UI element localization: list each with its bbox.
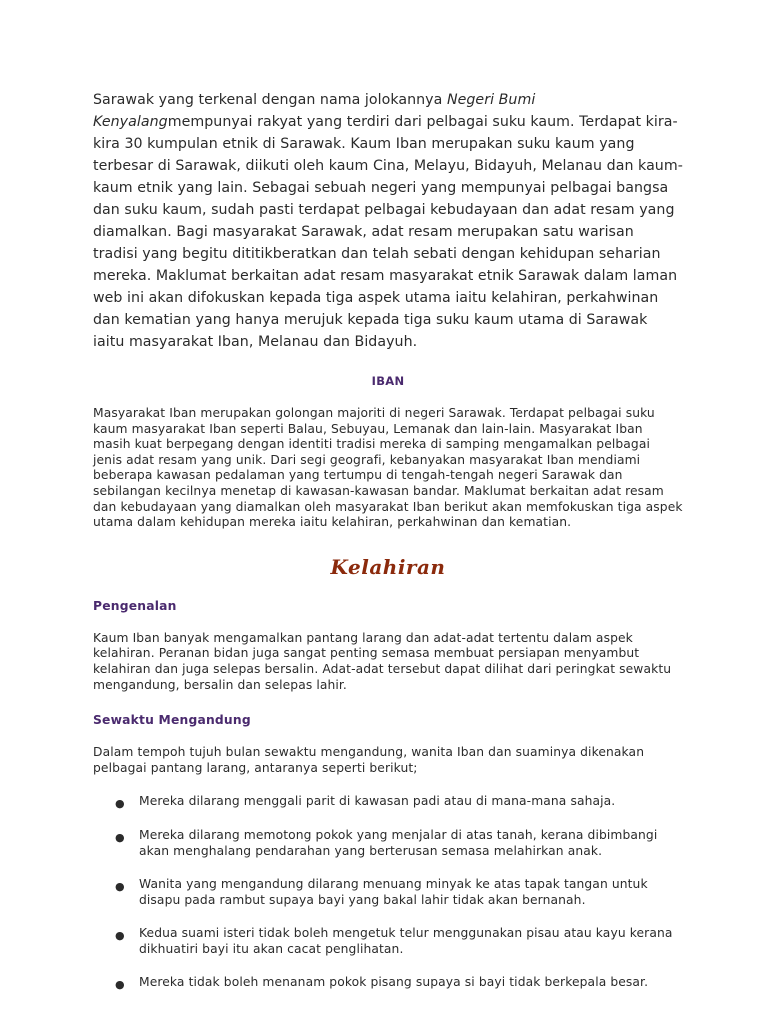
list-item xyxy=(93,975,683,991)
list-item-text: Wanita yang mengandung dilarang menuang minyak ke atas tapak tangan untuk disapu pada rambut supaya bayi yang bakal lahir tidak akan bernanah. xyxy=(139,877,648,907)
intro-paragraph xyxy=(93,89,683,353)
list-item xyxy=(93,828,683,859)
list-item-text: Mereka dilarang menggali parit di kawasan padi atau di mana-mana sahaja. xyxy=(139,794,616,809)
list-item-text: Mereka tidak boleh menanam pokok pisang supaya si bayi tidak berkepala besar. xyxy=(139,975,649,990)
intro-text-part2: mempunyai rakyat yang terdiri dari pelbagai suku kaum. Terdapat kira-kira 30 kumpulan etnik di Sarawak. Kaum Iban merupakan suku kaum yang terbesar di Sarawak, diikuti oleh kaum Cina, Melayu, Bidayuh, Melanau dan kaum-kaum etnik yang lain. Sebagai sebuah negeri yang mempunyai pelbagai bangsa dan suku kaum, sudah pasti terdapat pelbagai kebudayaan dan adat resam yang diamalkan. Bagi masyarakat Sarawak, adat resam merupakan satu warisan tradisi yang begitu dititikberatkan dan telah sebati dengan kehidupan seharian mereka. Maklumat berkaitan adat resam masyarakat etnik Sarawak dalam laman web ini akan difokuskan kepada tiga aspek utama iaitu kelahiran, perkahwinan dan kematian yang hanya merujuk kepada tiga suku kaum utama di Sarawak iaitu masyarakat Iban, Melanau dan Bidayuh. xyxy=(93,114,683,350)
iban-paragraph: Masyarakat Iban merupakan golongan majoriti di negeri Sarawak. Terdapat pelbagai suku kaum masyarakat Iban seperti Balau, Sebuyau, Lemanak dan lain-lain. Masyarakat Iban masih kuat berpegang dengan identiti tradisi mereka di samping mengamalkan pelbagai jenis adat resam yang unik. Dari segi geografi, kebanyakan masyarakat Iban mendiami beberapa kawasan pedalaman yang tertumpu di tengah-tengah negeri Sarawak dan sebilangan kecilnya menetap di kawasan-kawasan bandar. Maklumat berkaitan adat resam dan kebudayaan yang diamalkan oleh masyarakat Iban berikut akan memfokuskan tiga aspek utama dalam kehidupan mereka iaitu kelahiran, perkahwinan dan kematian. xyxy=(93,406,683,530)
list-item xyxy=(93,794,683,810)
list-item-text: Kedua suami isteri tidak boleh mengetuk telur menggunakan pisau atau kayu kerana dikhuatiri bayi itu akan cacat penglihatan. xyxy=(139,926,673,956)
list-item xyxy=(93,926,683,957)
pengenalan-paragraph: Kaum Iban banyak mengamalkan pantang larang dan adat-adat tertentu dalam aspek kelahiran. Peranan bidan juga sangat penting semasa membuat persiapan menyambut kelahiran dan juga selepas bersalin. Adat-adat tersebut dapat dilihat dari peringkat sewaktu mengandung, bersalin dan selepas lahir. xyxy=(93,630,672,692)
sewaktu-mengandung-paragraph: Dalam tempoh tujuh bulan sewaktu mengandung, wanita Iban dan suaminya dikenakan pelbagai pantang larang, antaranya seperti berikut; xyxy=(93,745,645,775)
intro-text-part1: Sarawak yang terkenal dengan nama jolokannya xyxy=(93,92,447,108)
list-item xyxy=(93,877,683,908)
intro-italic-name: Negeri Bumi Kenyalang xyxy=(93,92,536,130)
list-item-text: Mereka dilarang memotong pokok yang menjalar di atas tanah, kerana dibimbangi akan menghalang pendarahan yang berterusan semasa melahirkan anak. xyxy=(139,827,658,858)
kelahiran-title: Kelahiran xyxy=(330,554,446,579)
iban-heading: IBAN xyxy=(371,374,405,388)
bullet-icon: ● xyxy=(115,797,125,811)
bullet-icon: ● xyxy=(115,978,125,992)
sewaktu-mengandung-heading: Sewaktu Mengandung xyxy=(93,713,251,728)
pengenalan-heading: Pengenalan xyxy=(93,598,177,613)
pantang-larang-list xyxy=(93,794,683,991)
document-page xyxy=(93,89,683,1009)
bullet-icon: ● xyxy=(115,880,125,894)
bullet-icon: ● xyxy=(115,929,125,943)
bullet-icon: ● xyxy=(115,830,125,844)
